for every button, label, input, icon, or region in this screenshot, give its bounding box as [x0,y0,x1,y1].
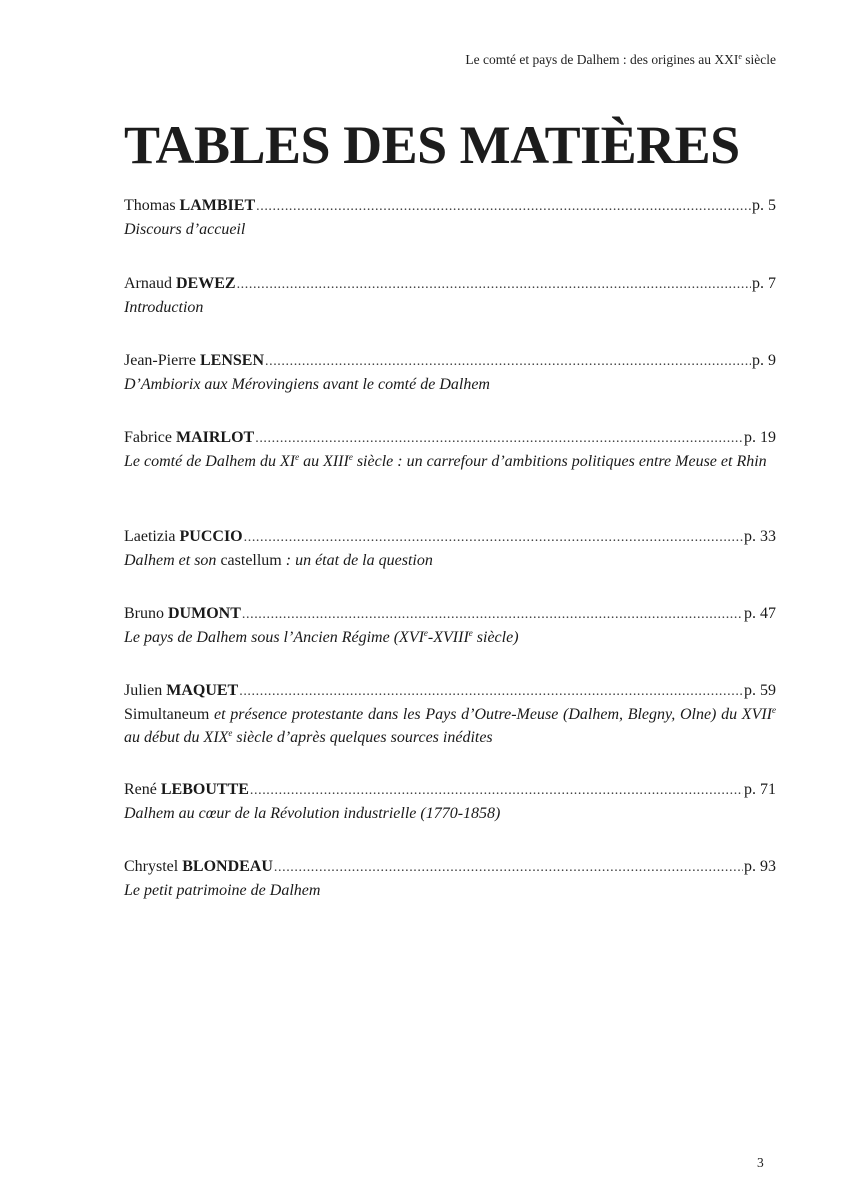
page-title: TABLES DES MATIÈRES [124,115,740,175]
toc-entry-dewez[interactable] [124,272,776,319]
toc-entry-line [124,679,776,703]
toc-entry-puccio[interactable] [124,525,776,572]
toc-entry-lambiet[interactable] [124,194,776,241]
toc-entry-line [124,272,776,296]
toc-entry-line [124,349,776,373]
author-first-name: Chrystel [124,858,179,875]
toc-entry-dumont[interactable] [124,602,776,649]
page-reference: p. 59 [744,682,776,699]
dot-leader [242,603,743,626]
author-last-name: LEBOUTTE [160,781,249,798]
article-title: Simultaneum et présence protestante dans les Pays d’Outre-Meuse (Dalhem, Blegny, Olne) du XVIIe au début du XIXe siècle d’après quelques sources inédites [124,705,776,746]
article-title: Le petit patrimoine de Dalhem [124,882,321,899]
page-reference: p. 93 [744,858,776,875]
author-last-name: LENSEN [199,352,264,369]
author-last-name: LAMBIET [179,197,256,214]
author-last-name: MAIRLOT [175,429,255,446]
toc-entry-mairlot[interactable] [124,426,776,473]
dot-leader [274,856,743,879]
author-first-name: Laetizia [124,528,176,545]
toc-entry-line [124,602,776,626]
page-reference: p. 9 [752,352,776,369]
dot-leader [265,350,751,373]
article-title: Le pays de Dalhem sous l’Ancien Régime (XVIe-XVIIIe siècle) [124,628,519,646]
page-reference: p. 71 [744,781,776,798]
dot-leader [256,195,751,218]
toc-entry-leboutte[interactable] [124,778,776,825]
toc-entry-line [124,855,776,879]
author-last-name: DEWEZ [175,275,236,292]
author-last-name: PUCCIO [179,528,243,545]
dot-leader [255,427,743,450]
dot-leader [239,680,743,703]
page-reference: p. 19 [744,429,776,446]
page-reference: p. 7 [752,275,776,292]
toc-entry-line [124,194,776,218]
author-first-name: Bruno [124,605,164,622]
page-reference: p. 33 [744,528,776,545]
article-title: Le comté de Dalhem du XIe au XIIIe siècle : un carrefour d’ambitions politiques entre Meuse et Rhin [124,452,767,470]
page-reference: p. 5 [752,197,776,214]
toc-entry-line [124,426,776,450]
author-first-name: Jean-Pierre [124,352,196,369]
article-title: Introduction [124,299,204,316]
article-title: Dalhem et son castellum : un état de la question [124,552,433,569]
page-reference: p. 47 [744,605,776,622]
running-header: Le comté et pays de Dalhem : des origines au XXIe siècle [465,52,776,67]
toc-entry-line [124,778,776,802]
article-title: D’Ambiorix aux Mérovingiens avant le comté de Dalhem [124,376,490,393]
toc-entry-blondeau[interactable] [124,855,776,902]
author-first-name: Arnaud [124,275,172,292]
author-first-name: Fabrice [124,429,172,446]
author-last-name: DUMONT [168,605,241,622]
page-number: 3 [757,1155,764,1170]
toc-entry-lensen[interactable] [124,349,776,396]
author-last-name: BLONDEAU [182,858,273,875]
dot-leader [250,779,743,802]
article-title: Dalhem au cœur de la Révolution industrielle (1770-1858) [124,805,501,822]
author-last-name: MAQUET [166,682,239,699]
author-first-name: René [124,781,157,798]
toc-entry-maquet[interactable] [124,679,776,749]
toc-entry-line [124,525,776,549]
dot-leader [244,526,743,549]
dot-leader [237,273,751,296]
author-first-name: Julien [124,682,163,699]
author-first-name: Thomas [124,197,176,214]
article-title: Discours d’accueil [124,221,246,238]
